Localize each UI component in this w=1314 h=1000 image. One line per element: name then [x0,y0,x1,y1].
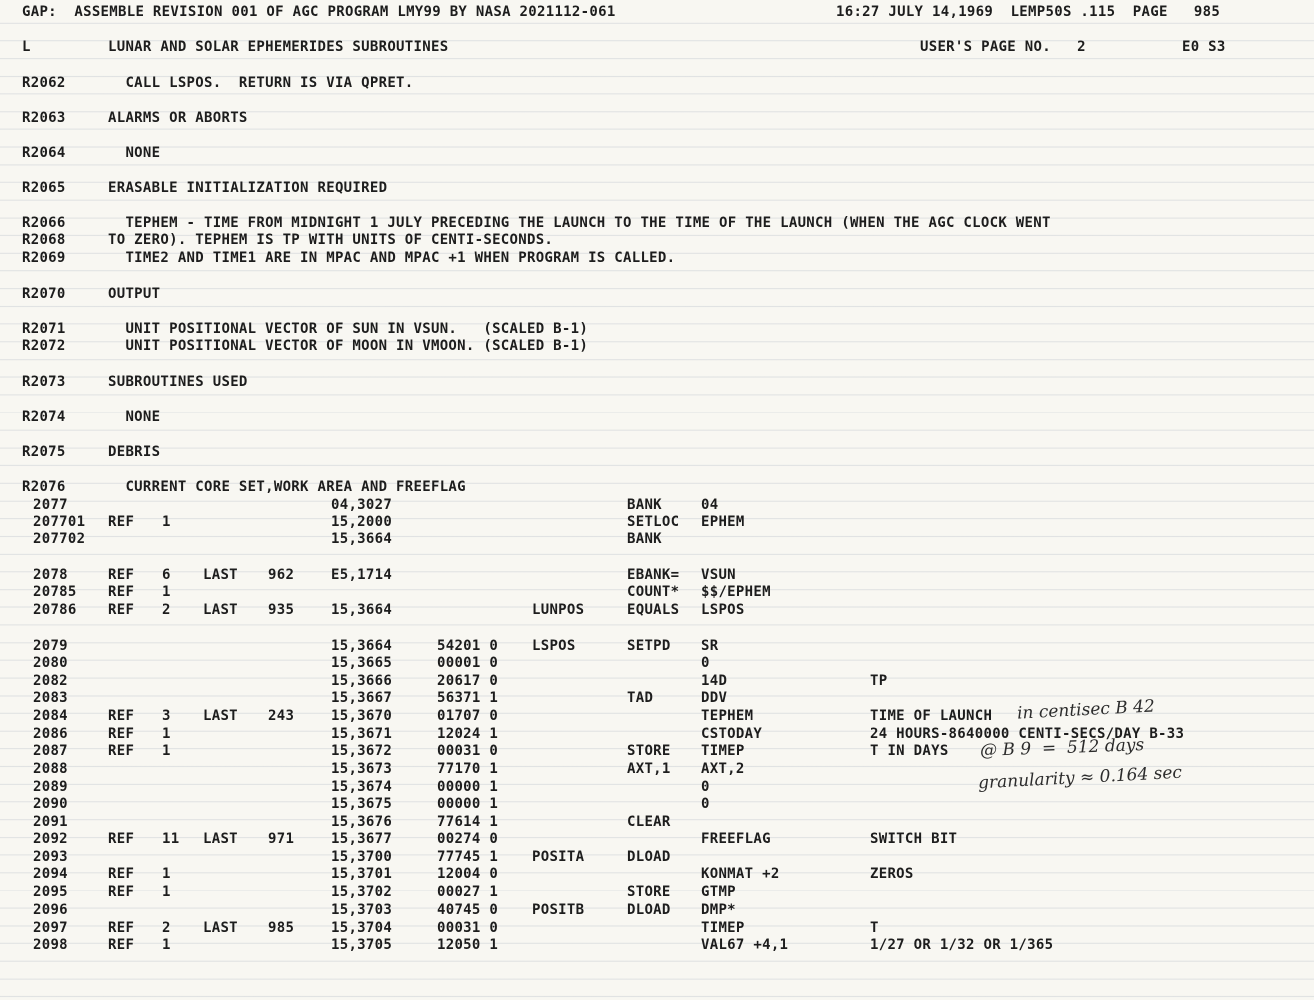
line-number: 2097 [33,920,68,936]
line-comment: 1/27 OR 1/32 OR 1/365 [870,937,1054,953]
header-program: GAP: ASSEMBLE REVISION 001 OF AGC PROGRAM LMY99 BY NASA 2021112-061 [22,4,616,20]
last-marker: LAST [203,567,238,583]
line-number: 2094 [33,866,68,882]
comment-number: R2072 [22,338,66,354]
address: 15,3664 [331,531,393,547]
comment-text: CURRENT CORE SET,WORK AREA AND FREEFLAG [108,479,466,495]
ref-marker: REF [108,743,135,759]
octal-word: 77170 1 [437,761,499,777]
octal-word: 00001 0 [437,655,499,671]
operand: VAL67 +4,1 [701,937,789,953]
user-page-number: USER'S PAGE NO. 2 [920,39,1086,55]
opcode: TAD [627,690,654,706]
comment-text: ALARMS OR ABORTS [108,110,248,126]
octal-word: 12024 1 [437,726,499,742]
ref-count: 1 [162,514,171,530]
operand: DMP* [701,902,736,918]
line-number: 2096 [33,902,68,918]
comment-number: R2069 [22,250,66,266]
ref-marker: REF [108,831,135,847]
comment-text: TIME2 AND TIME1 ARE IN MPAC AND MPAC +1 WHEN PROGRAM IS CALLED. [108,250,676,266]
operand: TIMEP [701,743,745,759]
handwritten-note-granularity: granularity ≈ 0.164 sec [977,762,1183,794]
line-comment: ZEROS [870,866,914,882]
ref-marker: REF [108,726,135,742]
operand: CSTODAY [701,726,763,742]
address: 15,3666 [331,673,393,689]
octal-word: 56371 1 [437,690,499,706]
ref-marker: REF [108,937,135,953]
octal-word: 40745 0 [437,902,499,918]
ref-count: 2 [162,920,171,936]
operand: 0 [701,655,710,671]
comment-number: R2064 [22,145,66,161]
line-number: 2078 [33,567,68,583]
octal-word: 54201 0 [437,638,499,654]
address: 15,3673 [331,761,393,777]
line-number: 207701 [33,514,86,530]
octal-word: 00031 0 [437,920,499,936]
operand: 0 [701,779,710,795]
operand: VSUN [701,567,736,583]
line-number: 2082 [33,673,68,689]
octal-word: 00000 1 [437,779,499,795]
opcode: DLOAD [627,849,671,865]
ref-count: 1 [162,584,171,600]
line-number: 2089 [33,779,68,795]
symbol-label: POSITB [532,902,585,918]
comment-text: SUBROUTINES USED [108,374,248,390]
address: 15,3701 [331,866,393,882]
octal-word: 12004 0 [437,866,499,882]
log-letter: L [22,39,31,55]
address: 15,3672 [331,743,393,759]
comment-text: TO ZERO). TEPHEM IS TP WITH UNITS OF CENTI-SECONDS. [108,232,554,248]
line-number: 2095 [33,884,68,900]
line-number: 20785 [33,584,77,600]
line-number: 2098 [33,937,68,953]
line-number: 2080 [33,655,68,671]
octal-word: 20617 0 [437,673,499,689]
address: 15,3676 [331,814,393,830]
operand: EPHEM [701,514,745,530]
line-number: 2083 [33,690,68,706]
address: 15,3671 [331,726,393,742]
opcode: COUNT* [627,584,680,600]
operand: AXT,2 [701,761,745,777]
address: 04,3027 [331,497,393,513]
last-page: 935 [268,602,295,618]
last-page: 985 [268,920,295,936]
operand: KONMAT +2 [701,866,780,882]
opcode: EBANK= [627,567,680,583]
comment-number: R2075 [22,444,66,460]
header-timestamp: 16:27 JULY 14,1969 LEMP50S .115 PAGE 985 [836,4,1221,20]
comment-number: R2073 [22,374,66,390]
operand: LSPOS [701,602,745,618]
operand: 0 [701,796,710,812]
line-number: 2084 [33,708,68,724]
operand: DDV [701,690,728,706]
line-number: 2093 [33,849,68,865]
address: 15,3667 [331,690,393,706]
address: 15,3677 [331,831,393,847]
octal-word: 12050 1 [437,937,499,953]
ref-count: 1 [162,884,171,900]
ref-count: 2 [162,602,171,618]
comment-text: DEBRIS [108,444,161,460]
ref-count: 1 [162,937,171,953]
octal-word: 77745 1 [437,849,499,865]
last-marker: LAST [203,920,238,936]
comment-number: R2063 [22,110,66,126]
line-number: 20786 [33,602,77,618]
operand: 04 [701,497,719,513]
comment-text: OUTPUT [108,286,161,302]
opcode: CLEAR [627,814,671,830]
opcode: STORE [627,743,671,759]
line-number: 207702 [33,531,86,547]
comment-number: R2062 [22,75,66,91]
handwritten-note-centisec: in centisec B 42 [1016,696,1156,724]
comment-text: TEPHEM - TIME FROM MIDNIGHT 1 JULY PRECEDING THE LAUNCH TO THE TIME OF THE LAUNCH (WHEN THE AGC CLOCK WENT [108,215,1051,231]
line-comment: SWITCH BIT [870,831,958,847]
comment-text: NONE [108,409,161,425]
address: 15,3705 [331,937,393,953]
comment-number: R2070 [22,286,66,302]
octal-word: 00031 0 [437,743,499,759]
operand: FREEFLAG [701,831,771,847]
ref-count: 1 [162,726,171,742]
line-comment: 24 HOURS-8640000 CENTI-SECS/DAY B-33 [870,726,1185,742]
last-page: 971 [268,831,295,847]
ref-marker: REF [108,584,135,600]
operand: 14D [701,673,728,689]
symbol-label: LSPOS [532,638,576,654]
last-page: 962 [268,567,295,583]
octal-word: 01707 0 [437,708,499,724]
comment-text: ERASABLE INITIALIZATION REQUIRED [108,180,388,196]
comment-number: R2071 [22,321,66,337]
line-number: 2088 [33,761,68,777]
line-number: 2092 [33,831,68,847]
operand: $$/EPHEM [701,584,771,600]
address: 15,3704 [331,920,393,936]
address: 15,3665 [331,655,393,671]
ref-count: 3 [162,708,171,724]
section-title: LUNAR AND SOLAR EPHEMERIDES SUBROUTINES [108,39,449,55]
comment-text: NONE [108,145,161,161]
opcode: DLOAD [627,902,671,918]
comment-text: UNIT POSITIONAL VECTOR OF SUN IN VSUN. (SCALED B-1) [108,321,589,337]
last-page: 243 [268,708,295,724]
line-number: 2091 [33,814,68,830]
last-marker: LAST [203,831,238,847]
address: 15,3674 [331,779,393,795]
line-comment: TP [870,673,888,689]
opcode: EQUALS [627,602,680,618]
comment-number: R2065 [22,180,66,196]
comment-text: UNIT POSITIONAL VECTOR OF MOON IN VMOON. (SCALED B-1) [108,338,589,354]
address: 15,3703 [331,902,393,918]
operand: TEPHEM [701,708,754,724]
last-marker: LAST [203,602,238,618]
operand: SR [701,638,719,654]
line-number: 2079 [33,638,68,654]
line-number: 2077 [33,497,68,513]
line-number: 2087 [33,743,68,759]
ref-marker: REF [108,866,135,882]
comment-number: R2066 [22,215,66,231]
section-code: E0 S3 [1182,39,1226,55]
ref-marker: REF [108,514,135,530]
octal-word: 00000 1 [437,796,499,812]
ref-marker: REF [108,567,135,583]
octal-word: 77614 1 [437,814,499,830]
line-comment: TIME OF LAUNCH [870,708,993,724]
comment-number: R2068 [22,232,66,248]
comment-text: CALL LSPOS. RETURN IS VIA QPRET. [108,75,414,91]
line-comment: T [870,920,879,936]
address: 15,3664 [331,602,393,618]
line-number: 2090 [33,796,68,812]
ref-count: 11 [162,831,180,847]
opcode: BANK [627,497,662,513]
ref-marker: REF [108,602,135,618]
symbol-label: POSITA [532,849,585,865]
opcode: SETPD [627,638,671,654]
address: 15,3664 [331,638,393,654]
line-comment: T IN DAYS [870,743,949,759]
octal-word: 00274 0 [437,831,499,847]
ref-count: 1 [162,866,171,882]
operand: TIMEP [701,920,745,936]
ref-marker: REF [108,920,135,936]
ref-marker: REF [108,708,135,724]
address: 15,3702 [331,884,393,900]
opcode: AXT,1 [627,761,671,777]
octal-word: 00027 1 [437,884,499,900]
ref-count: 6 [162,567,171,583]
ref-marker: REF [108,884,135,900]
address: E5,1714 [331,567,393,583]
ref-count: 1 [162,743,171,759]
address: 15,3670 [331,708,393,724]
symbol-label: LUNPOS [532,602,585,618]
opcode: BANK [627,531,662,547]
address: 15,2000 [331,514,393,530]
comment-number: R2074 [22,409,66,425]
opcode: STORE [627,884,671,900]
operand: GTMP [701,884,736,900]
last-marker: LAST [203,708,238,724]
comment-number: R2076 [22,479,66,495]
address: 15,3700 [331,849,393,865]
address: 15,3675 [331,796,393,812]
opcode: SETLOC [627,514,680,530]
handwritten-note-days: @ B 9 = 512 days [979,735,1145,761]
line-number: 2086 [33,726,68,742]
